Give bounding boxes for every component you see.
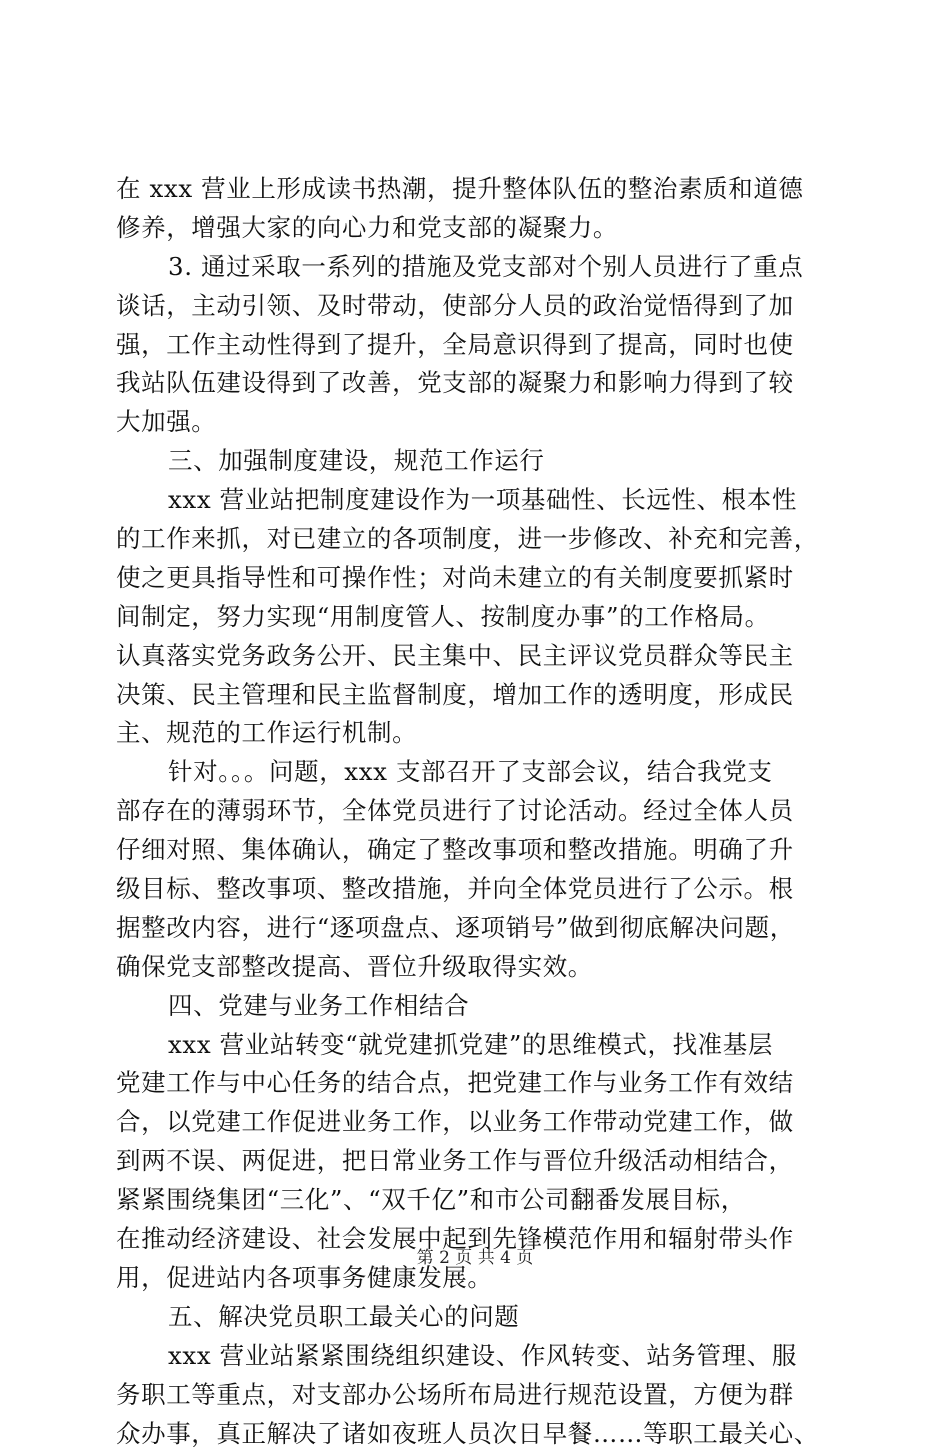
text-line: 用，促进站内各项事务健康发展。 (116, 1259, 836, 1298)
text-line: 间制定，努力实现“用制度管人、按制度办事”的工作格局。 (116, 598, 836, 637)
text-line: xxx 营业站转变“就党建抓党建”的思维模式，找准基层 (116, 1026, 836, 1065)
text-line: 的工作来抓，对已建立的各项制度，进一步修改、补充和完善， (116, 520, 836, 559)
text-line: xxx 营业站把制度建设作为一项基础性、长远性、根本性 (116, 481, 836, 520)
text-line: 党建工作与中心任务的结合点，把党建工作与业务工作有效结 (116, 1064, 836, 1103)
text-line: 针对。。。问题，xxx 支部召开了支部会议，结合我党支 (116, 753, 836, 792)
text-line: 仔细对照、集体确认，确定了整改事项和整改措施。明确了升 (116, 831, 836, 870)
text-line: 在 xxx 营业上形成读书热潮，提升整体队伍的整治素质和道德 (116, 170, 836, 209)
text-line: 确保党支部整改提高、晋位升级取得实效。 (116, 948, 836, 987)
text-line: xxx 营业站紧紧围绕组织建设、作风转变、站务管理、服 (116, 1337, 836, 1376)
text-line: 紧紧围绕集团“三化”、“双千亿”和市公司翻番发展目标， (116, 1181, 836, 1220)
text-line: 众办事，真正解决了诸如夜班人员次日早餐……等职工最关心、 (116, 1415, 836, 1453)
text-line: 级目标、整改事项、整改措施，并向全体党员进行了公示。根 (116, 870, 836, 909)
text-line: 决策、民主管理和民主监督制度，增加工作的透明度，形成民 (116, 676, 836, 715)
text-line: 务职工等重点，对支部办公场所布局进行规范设置，方便为群 (116, 1376, 836, 1415)
text-line: 四、党建与业务工作相结合 (116, 987, 836, 1026)
text-line: 据整改内容，进行“逐项盘点、逐项销号”做到彻底解决问题， (116, 909, 836, 948)
text-line: 在推动经济建设、社会发展中起到先锋模范作用和辐射带头作 (116, 1220, 836, 1259)
text-line: 三、加强制度建设，规范工作运行 (116, 442, 836, 481)
text-line: 我站队伍建设得到了改善，党支部的凝聚力和影响力得到了较 (116, 364, 836, 403)
text-line: 五、解决党员职工最关心的问题 (116, 1298, 836, 1337)
text-line: 到两不误、两促进，把日常业务工作与晋位升级活动相结合， (116, 1142, 836, 1181)
text-line: 使之更具指导性和可操作性；对尚未建立的有关制度要抓紧时 (116, 559, 836, 598)
text-line: 合，以党建工作促进业务工作，以业务工作带动党建工作，做 (116, 1103, 836, 1142)
text-line: 部存在的薄弱环节，全体党员进行了讨论活动。经过全体人员 (116, 792, 836, 831)
text-line: 修养，增强大家的向心力和党支部的凝聚力。 (116, 209, 836, 248)
text-line: 主、规范的工作运行机制。 (116, 714, 836, 753)
page-footer: 第 2 页 共 4 页 (0, 1243, 950, 1268)
text-line: 大加强。 (116, 403, 836, 442)
text-line: 强，工作主动性得到了提升，全局意识得到了提高，同时也使 (116, 326, 836, 365)
text-line: 3. 通过采取一系列的措施及党支部对个别人员进行了重点 (116, 248, 836, 287)
text-line: 谈话，主动引领、及时带动，使部分人员的政治觉悟得到了加 (116, 287, 836, 326)
text-line: 认真落实党务政务公开、民主集中、民主评议党员群众等民主 (116, 637, 836, 676)
